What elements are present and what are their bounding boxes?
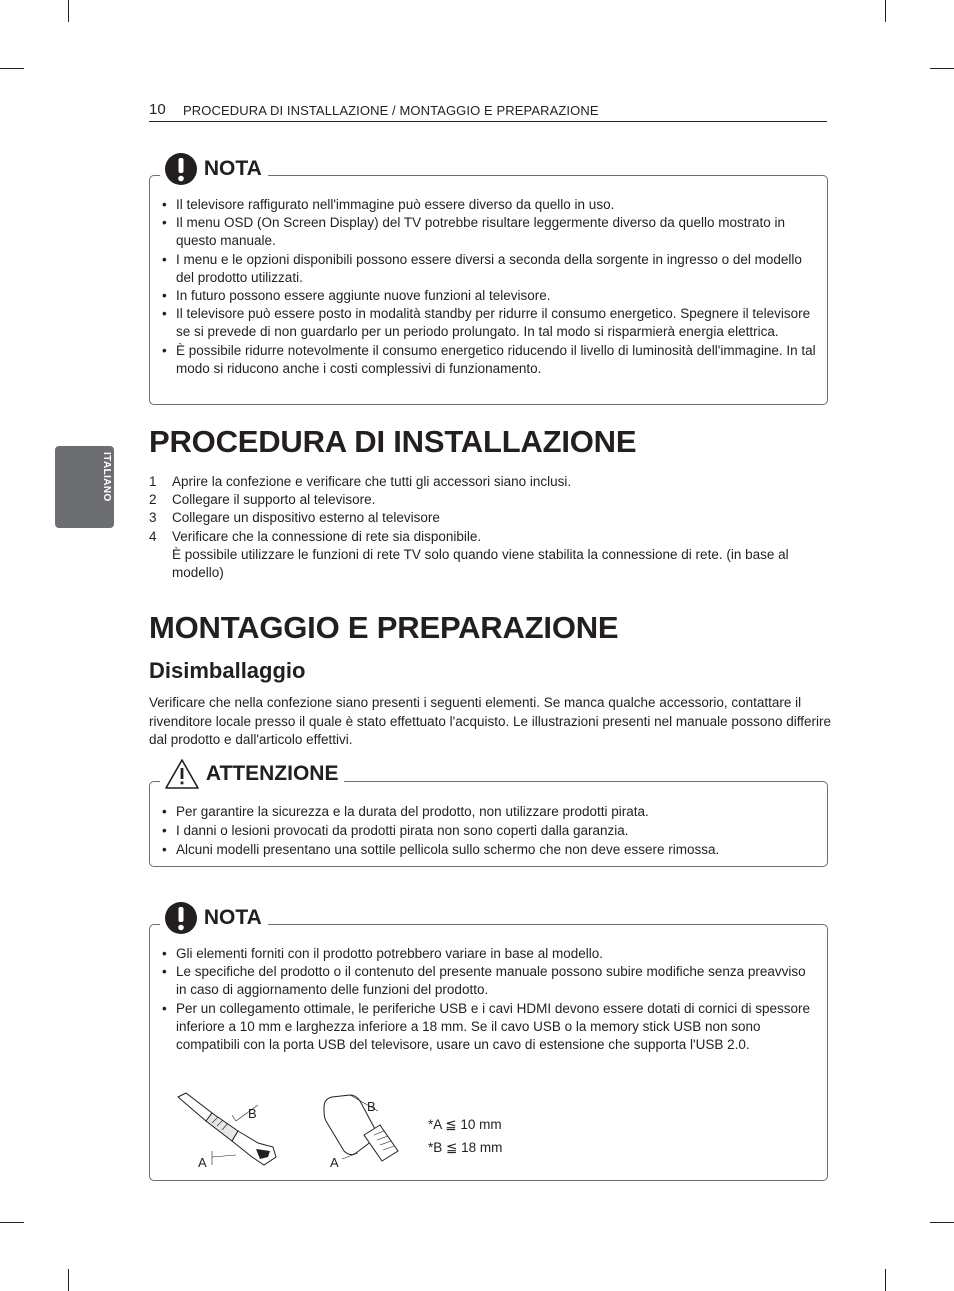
crop-mark [68,0,69,22]
list-item: • I menu e le opzioni disponibili possono essere diversi a seconda della sorgente in ingresso o del modello del prodotto utilizzati. [162,251,817,287]
note-box [149,157,828,405]
crop-mark [885,1269,886,1291]
note-label: NOTA [203,906,262,929]
list-item [149,491,829,509]
page-header [149,101,827,122]
caution-label: ATTENZIONE [205,762,339,785]
step-text: Verificare che la connessione di rete sia disponibile. [172,528,482,544]
list-item [149,473,829,491]
crop-mark [68,1269,69,1291]
unpacking-subheading: Disimballaggio [149,658,306,683]
caution-title [160,758,344,790]
note-box [149,906,828,1181]
list-item: • Per garantire la sicurezza e la durata del prodotto, non utilizzare prodotti pirata. [162,802,817,821]
list-item: • Gli elementi forniti con il prodotto potrebbero variare in base al modello. [162,945,817,963]
dimension-label-b: B [367,1099,376,1114]
installation-steps [149,473,829,582]
step-subtext: È possibile utilizzare le funzioni di rete TV solo quando viene stabilita la connessione di rete. (in base al modello) [172,546,789,581]
step-text: Collegare il supporto al televisore. [172,492,376,508]
step-number: 2 [149,492,157,508]
dimension-label-b: B [248,1106,257,1121]
list-item [149,509,829,527]
unpacking-intro: Verificare che nella confezione siano presenti i seguenti elementi. Se manca qualche accessorio, contattare il rivenditore locale presso il quale è stato effettuato l'acquisto. Le illustrazioni presenti nel manuale possono differire dal prodotto e dall'articolo effettivi. [149,695,831,748]
list-item: • Il menu OSD (On Screen Display) del TV potrebbe risultare leggermente diverso da quello mostrato in questo manuale. [162,214,817,250]
step-text: Collegare un dispositivo esterno al televisore [172,510,440,526]
list-item: • Le specifiche del prodotto o il contenuto del presente manuale possono subire modifiche senza preavviso in caso di aggiornamento delle funzioni del prodotto. [162,963,817,999]
caution-box [149,762,828,867]
step-number: 1 [149,474,157,489]
step-number: 4 [149,528,157,544]
note-title [160,901,268,935]
dimension-spec-b: *B ≦ 18 mm [428,1140,503,1155]
step-number: 3 [149,510,157,526]
warning-icon [164,758,200,790]
note-title [160,152,268,186]
crop-mark [930,1222,954,1223]
crop-mark [0,1222,24,1223]
list-item: • È possibile ridurre notevolmente il consumo energetico riducendo il livello di luminosità dell'immagine. In tal modo si riducono anche i costi complessivi di funzionamento. [162,342,817,378]
exclamation-icon [164,152,198,186]
list-item [149,528,829,583]
page-number: 10 [149,101,166,118]
note-label: NOTA [203,157,262,180]
list-item: • Il televisore può essere posto in modalità standby per ridurre il consumo energetico. Spegnere il televisore se si prevede di non guardarlo per un periodo prolungato. In tal modo si risparmierà energia elettrica. [162,305,817,341]
hdmi-connector-illustration [176,1091,291,1171]
assembly-heading: MONTAGGIO E PREPARAZIONE [149,610,619,645]
installation-heading: PROCEDURA DI INSTALLAZIONE [149,424,637,459]
dimension-label-a: A [330,1155,339,1170]
language-side-tab [55,446,114,528]
crop-mark [885,0,886,22]
step-text: Aprire la confezione e verificare che tutti gli accessori siano inclusi. [172,474,572,489]
crop-mark [0,68,24,69]
dimension-spec-a: *A ≦ 10 mm [428,1117,502,1132]
language-label: ITALIANO [101,452,112,502]
list-item: • Il televisore raffigurato nell'immagine può essere diverso da quello in uso. [162,196,817,214]
list-item: • In futuro possono essere aggiunte nuove funzioni al televisore. [162,287,817,305]
list-item: • Alcuni modelli presentano una sottile pellicola sullo schermo che non deve essere rimossa. [162,840,817,859]
header-title: PROCEDURA DI INSTALLAZIONE / MONTAGGIO E PREPARAZIONE [183,103,599,118]
dimension-label-a: A [198,1155,207,1170]
list-item: • Per un collegamento ottimale, le periferiche USB e i cavi HDMI devono essere dotati di cornici di spessore inferiore a 10 mm e larghezza inferiore a 18 mm. Se il cavo USB o la memory stick USB non sono compatibili con la porta USB del televisore, usare un cavo di estensione che supporta l'USB 2.0. [162,1000,817,1055]
crop-mark [930,68,954,69]
exclamation-icon [164,901,198,935]
list-item: • I danni o lesioni provocati da prodotti pirata non sono coperti dalla garanzia. [162,821,817,840]
